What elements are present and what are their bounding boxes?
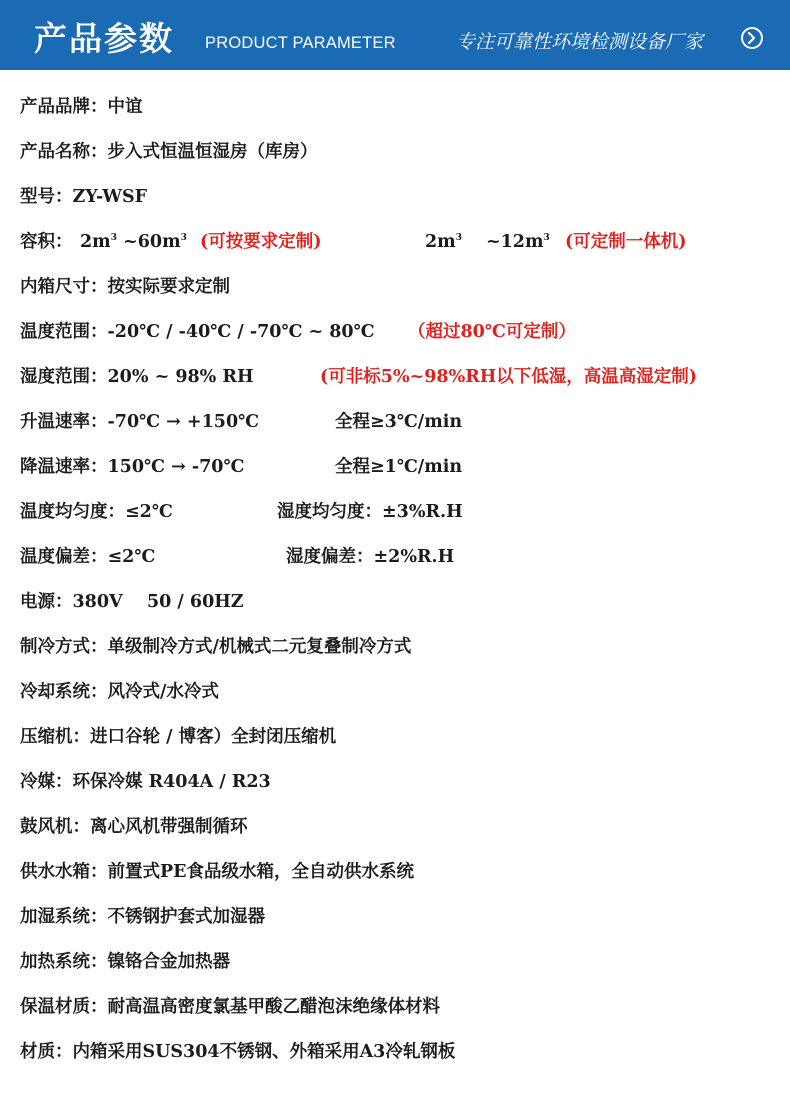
param-temp-range xyxy=(20,317,780,347)
company-slogan: 专注可靠性环境检测设备厂家 xyxy=(456,31,704,53)
temp-deviation: 温度偏差：≤2℃ xyxy=(20,547,156,567)
heating-rate-full: 全程≥3℃/min xyxy=(335,412,463,432)
temp-uniformity: 温度均匀度：≤2℃ xyxy=(20,502,173,522)
humidity-range-text: 湿度范围：20% ~ 98% RH xyxy=(20,367,254,387)
cooling-rate-full: 全程≥1℃/min xyxy=(335,457,463,477)
param-refrigeration: 制冷方式：单级制冷方式/机械式二元复叠制冷方式 xyxy=(20,637,412,657)
param-model: 型号：ZY-WSF xyxy=(20,187,148,207)
humidity-deviation: 湿度偏差：±2%R.H xyxy=(286,547,455,567)
page-subtitle: PRODUCT PARAMETER xyxy=(205,34,396,52)
param-cooling-system: 冷却系统：风冷式/水冷式 xyxy=(20,682,219,702)
param-material: 材质：内箱采用SUS304不锈钢、外箱采用A3冷轧钢板 xyxy=(20,1042,456,1062)
param-brand: 产品品牌：中谊 xyxy=(20,97,143,117)
param-product-name: 产品名称：步入式恒温恒湿房（库房） xyxy=(20,142,318,162)
page-title: 产品参数 xyxy=(34,19,174,58)
param-water-tank: 供水水箱：前置式PE食品级水箱，全自动供水系统 xyxy=(20,862,414,882)
param-inner-size: 内箱尺寸：按实际要求定制 xyxy=(20,277,230,297)
param-insulation: 保温材质：耐高温高密度氯基甲酸乙醋泡沫绝缘体材料 xyxy=(20,997,440,1017)
param-blower: 鼓风机：离心风机带强制循环 xyxy=(20,817,248,837)
param-humidity-range xyxy=(20,362,780,392)
param-humidifier: 加湿系统：不锈钢护套式加湿器 xyxy=(20,907,265,927)
param-volume xyxy=(20,227,780,257)
param-power: 电源：380V 50 / 60HZ xyxy=(20,592,244,612)
volume-note-1: (可按要求定制) xyxy=(200,232,322,252)
temp-range-note: （超过80℃可定制） xyxy=(408,322,576,342)
param-cooling-rate xyxy=(20,452,780,482)
volume-label: 容积： xyxy=(20,232,73,252)
param-refrigerant: 冷媒：环保冷媒 R404A / R23 xyxy=(20,772,271,792)
volume-range-1: $2m^3$ $\sim 60m^3$ xyxy=(80,232,187,252)
temp-range-text: 温度范围：-20℃ / -40℃ / -70℃ ~ 80℃ xyxy=(20,322,375,342)
humidity-range-note: (可非标5%~98%RH以下低湿，高温高湿定制) xyxy=(320,367,698,387)
param-uniformity xyxy=(20,497,780,527)
param-deviation xyxy=(20,542,780,572)
volume-range-2: $2m^3$ $\sim 12m^3$ xyxy=(425,232,550,252)
volume-note-2: (可定制一体机) xyxy=(565,232,687,252)
heating-rate-text: 升温速率：-70℃ → +150℃ xyxy=(20,412,260,432)
circle-chevron-right-icon[interactable] xyxy=(741,27,763,49)
param-heater: 加热系统：镍铬合金加热器 xyxy=(20,952,230,972)
header-banner xyxy=(0,0,790,70)
param-heating-rate xyxy=(20,407,780,437)
cooling-rate-text: 降温速率：150℃ → -70℃ xyxy=(20,457,245,477)
humidity-uniformity: 湿度均匀度：±3%R.H xyxy=(277,502,463,522)
param-compressor: 压缩机：进口谷轮 / 博客）全封闭压缩机 xyxy=(20,727,337,747)
